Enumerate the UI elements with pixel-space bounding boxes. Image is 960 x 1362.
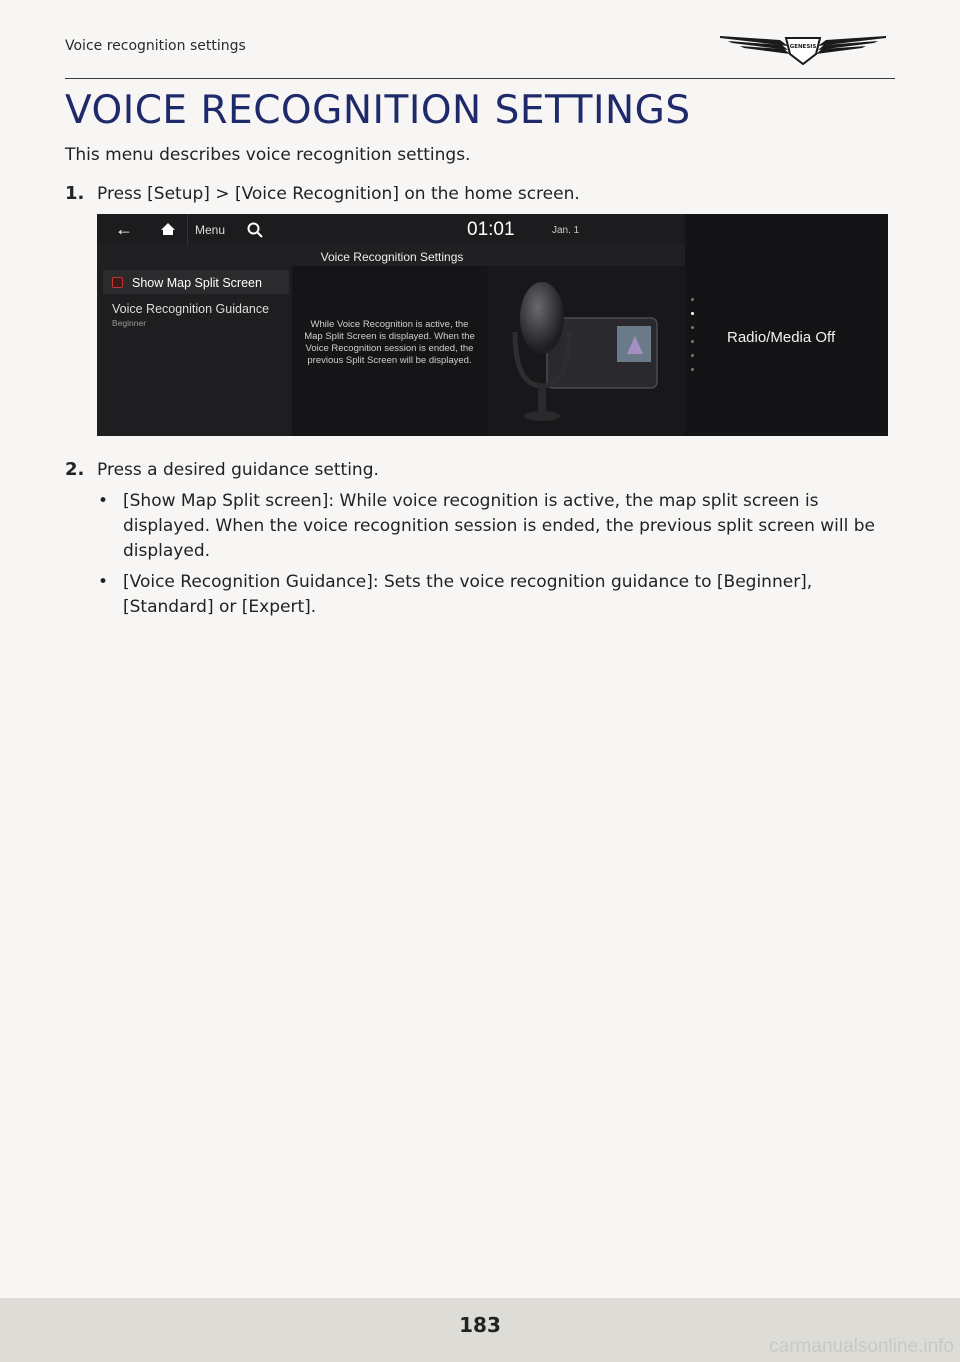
page-title: VOICE RECOGNITION SETTINGS (65, 88, 691, 133)
option-label: Show Map Split Screen (132, 276, 262, 290)
step-text: Press a desired guidance setting. (97, 460, 379, 480)
genesis-logo (718, 30, 888, 68)
settings-title: Voice Recognition Settings (320, 250, 464, 264)
voice-settings-screenshot (97, 214, 888, 436)
radio-media-status[interactable]: Radio/Media Off (727, 329, 836, 346)
option-show-map-split[interactable] (112, 276, 262, 290)
list-item (98, 489, 898, 564)
page-number: 183 (459, 1313, 501, 1337)
step-number: 2. (65, 459, 85, 480)
media-panel (685, 214, 888, 436)
menu-button[interactable]: Menu (195, 223, 226, 237)
clock-date: Jan. 1 (552, 225, 580, 236)
bullet-icon: • (98, 572, 109, 592)
microphone-head (520, 282, 564, 354)
clock-time: 01:01 (467, 219, 515, 240)
step-text: Press [Setup] > [Voice Recognition] on the home screen. (97, 184, 580, 204)
bullet-icon: • (98, 491, 109, 511)
step-1 (65, 183, 580, 204)
page-indicator (691, 298, 697, 382)
header-rule (65, 78, 895, 79)
header-section-title: Voice recognition settings (65, 38, 246, 54)
list-item-text: [Voice Recognition Guidance]: Sets the voice recognition guidance to [Beginner], [Standard] or [Expert]. (123, 572, 813, 617)
toolbar-divider (187, 214, 188, 244)
list-item-text: [Show Map Split screen]: While voice recognition is active, the map split screen is displayed. When the voice recognition session is ended, the previous split screen will be displayed. (123, 491, 876, 561)
intro-text: This menu describes voice recognition settings. (65, 145, 471, 165)
illustration (487, 266, 685, 436)
list-item (98, 570, 898, 620)
back-arrow-icon[interactable]: ← (115, 219, 133, 239)
checkbox-icon[interactable] (112, 277, 123, 288)
option-guidance-value: Beginner (112, 318, 147, 328)
option-description: While Voice Recognition is active, the Map Split Screen is displayed. When the Voice Recognition session is ended, the previous Split Screen will be displayed. (304, 319, 475, 366)
microphone-illustration (487, 266, 685, 436)
top-bar (97, 214, 685, 244)
step-number: 1. (65, 183, 85, 204)
watermark: carmanualsonline.info (769, 1336, 954, 1357)
logo-text: GENESIS (789, 44, 817, 50)
option-guidance[interactable]: Voice Recognition Guidance (112, 302, 270, 316)
bullet-list (98, 489, 898, 626)
search-icon[interactable] (247, 222, 263, 238)
home-icon[interactable] (160, 222, 176, 236)
step-2 (65, 459, 379, 480)
